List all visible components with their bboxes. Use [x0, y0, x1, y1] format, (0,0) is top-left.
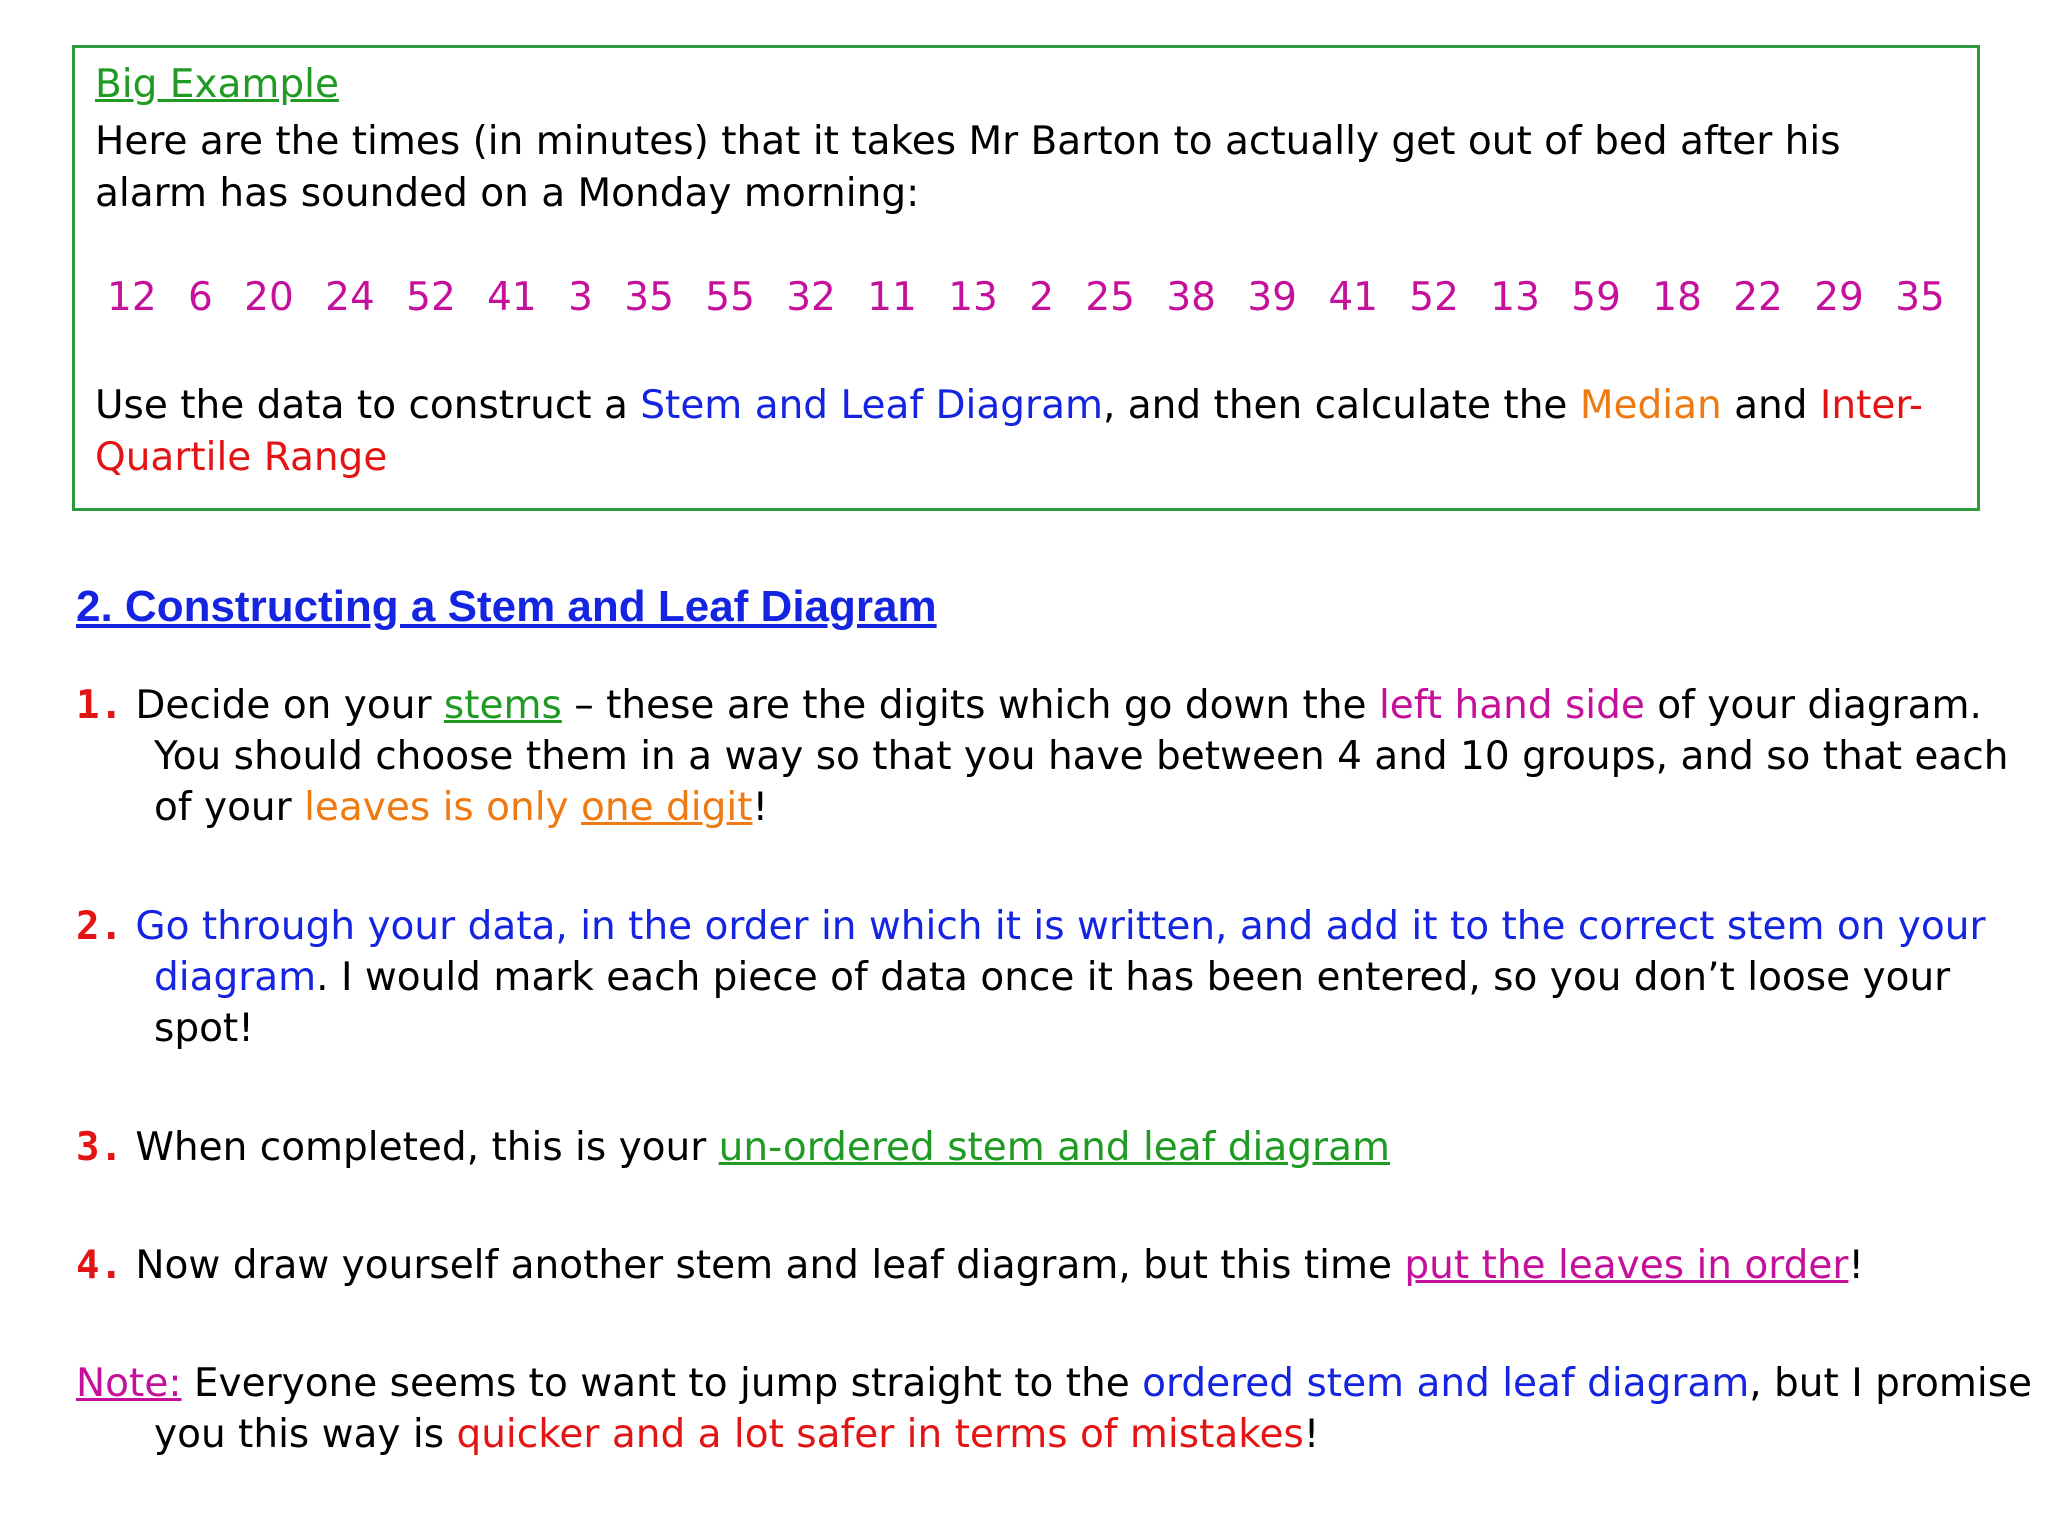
data-value: 41: [487, 275, 537, 320]
note-label: Note:: [76, 1361, 182, 1406]
step-text: Now draw yourself another stem and leaf diagram, but this time: [122, 1243, 1405, 1288]
big-example-box: [72, 45, 1980, 511]
data-value: 6: [187, 275, 213, 320]
step-text: Everyone seems to want to jump straight to the: [181, 1361, 1143, 1406]
step-1: [76, 680, 2048, 833]
data-value: 24: [325, 275, 375, 320]
data-value: 59: [1571, 275, 1621, 320]
step-number: 3.: [76, 1125, 123, 1170]
instruction-text: , and then calculate the: [1102, 383, 1580, 428]
step-4: [76, 1240, 2048, 1291]
data-value: 35: [1895, 275, 1945, 320]
step-text: put the leaves in order: [1404, 1243, 1849, 1288]
data-value: 3: [568, 275, 593, 320]
instruction-text: and: [1721, 383, 1820, 428]
data-value: 13: [948, 275, 998, 320]
step-2: [76, 901, 2048, 1054]
step-text: !: [1303, 1412, 1320, 1457]
data-value: 38: [1166, 275, 1216, 320]
step-text: of your diagram. You should choose them in a way so that you have between 4 and 10 groups, and so that each of your: [154, 683, 2009, 830]
step-text: un-ordered stem and leaf diagram: [718, 1125, 1390, 1170]
data-value: 2: [1029, 275, 1055, 320]
data-value: 11: [867, 275, 917, 320]
data-value: 29: [1814, 275, 1864, 320]
step-text: leaves is only: [304, 785, 582, 830]
step-text: quicker and a lot safer in terms of mistakes: [456, 1412, 1304, 1457]
step-text: ordered stem and leaf diagram: [1142, 1361, 1750, 1406]
stem-leaf-term: Stem and Leaf Diagram: [640, 383, 1103, 428]
step-text: , but I promise you this way is: [154, 1361, 2033, 1457]
data-value: 52: [406, 275, 456, 320]
step-text: !: [1848, 1243, 1865, 1288]
data-values-row: [107, 272, 1945, 324]
data-value: 12: [107, 275, 157, 320]
step-number: 1.: [76, 683, 123, 728]
step-text: one digit: [581, 785, 753, 830]
data-value: 22: [1733, 275, 1783, 320]
data-value: 25: [1085, 275, 1135, 320]
step-text: !: [752, 785, 769, 830]
data-value: 32: [786, 275, 836, 320]
step-text: stems: [443, 683, 562, 728]
step-text: When completed, this is your: [122, 1125, 719, 1170]
step-text: . I would mark each piece of data once it has been entered, so you don’t loose your spot!: [154, 955, 1951, 1051]
note: [76, 1358, 2048, 1460]
data-value: 41: [1328, 275, 1378, 320]
data-value: 39: [1247, 275, 1297, 320]
example-instruction: [95, 380, 1957, 484]
example-intro: Here are the times (in minutes) that it takes Mr Barton to actually get out of bed after his alarm has sounded on a Monday morning:: [95, 119, 1841, 216]
step-3: [76, 1122, 2048, 1173]
data-value: 35: [624, 275, 674, 320]
step-text: – these are the digits which go down the: [561, 683, 1379, 728]
instruction-text: Use the data to construct a: [95, 383, 641, 428]
data-value: 55: [705, 275, 755, 320]
iqr-term: Inter-Quartile Range: [95, 383, 1923, 480]
step-text: Decide on your: [122, 683, 444, 728]
median-term: Median: [1579, 383, 1722, 428]
step-number: 4.: [76, 1243, 123, 1288]
data-value: 52: [1409, 275, 1459, 320]
data-value: 18: [1652, 275, 1702, 320]
section-heading: 2. Constructing a Stem and Leaf Diagram: [76, 582, 937, 631]
step-number: 2.: [76, 904, 123, 949]
step-text: Go through your data, in the order in which it is written, and add it to the correct stem on your diagram: [122, 904, 1986, 1000]
example-title: Big Example: [95, 62, 339, 107]
data-value: 20: [244, 275, 294, 320]
data-value: 13: [1490, 275, 1540, 320]
step-text: left hand side: [1378, 683, 1645, 728]
